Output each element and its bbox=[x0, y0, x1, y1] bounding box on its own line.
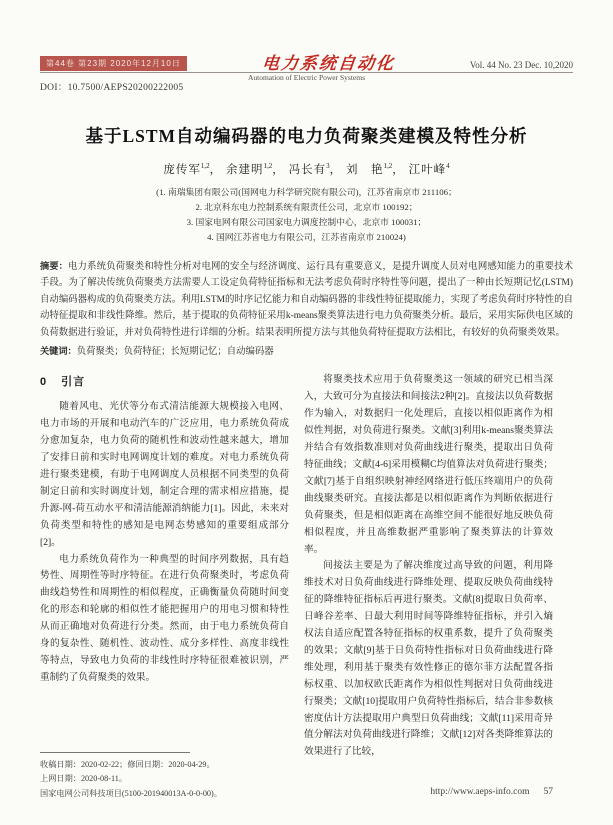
author-separator: ， bbox=[272, 164, 285, 176]
footnote-online-date: 上网日期：2020-08-11。 bbox=[40, 774, 128, 783]
keywords-text: 负荷聚类；负荷特征；长短期记忆；自动编码器 bbox=[76, 347, 274, 358]
abstract-label: 摘要： bbox=[40, 261, 69, 271]
footnote-block bbox=[40, 748, 289, 802]
affiliation-list bbox=[40, 185, 573, 245]
body-paragraph: 将聚类技术应用于负荷聚类这一领域的研究已相当深入，大致可分为直接法和间接法2种[2]。直接法以负荷数据作为输入，对数据归一化处理后，直接以相似距离作为相似性判据，对负荷进行聚类。文献[3]利用k-means聚类算法并结合有效指数准则对负荷曲线进行聚类，提取出日负荷特征曲线；文献[4-6]采用模糊C均值算法对负荷进行聚类；文献[7]基于自组织映射神经网络进行低压终端用户的负荷曲线聚类研究。直接法都是以相似距离作为判断依据进行负荷聚类，但是相似距离在高维空间不能很好地反映负荷相似程度，并且高维数据严重影响了聚类算法的计算效率。 bbox=[304, 374, 553, 555]
journal-url: http://www.aeps-info.com bbox=[430, 787, 530, 798]
author-separator: ， bbox=[392, 164, 405, 176]
author: 冯长有$^3$ bbox=[288, 162, 330, 176]
page-number: 57 bbox=[543, 787, 553, 798]
author: 庞传军$^{1,2}$ bbox=[163, 162, 210, 176]
author-separator: ， bbox=[329, 164, 343, 176]
author-affiliation-sup: 4 bbox=[446, 162, 450, 171]
two-column-body bbox=[40, 372, 573, 801]
author: 刘 艳$^{1,2}$ bbox=[346, 162, 393, 176]
section-number: 0 bbox=[40, 376, 48, 389]
author: 江叶峰$^4$ bbox=[408, 162, 450, 176]
page-footer bbox=[304, 778, 553, 801]
keywords-label: 关键词： bbox=[40, 346, 77, 357]
affiliation-line: (1. 南瑞集团有限公司(国网电力科学研究院有限公司)，江苏省南京市 211106； bbox=[156, 187, 457, 197]
footnote-received-date: 收稿日期：2020-02-22；修回日期：2020-04-29。 bbox=[40, 759, 215, 769]
author-affiliation-sup: 3 bbox=[326, 162, 330, 171]
journal-header bbox=[40, 56, 573, 93]
body-paragraph: 间接法主要是为了解决维度过高导致的问题，利用降维技术对日负荷曲线进行降维处理、提取反映负荷曲线特征的降维特征指标后再进行聚类。文献[8]提取日负荷率、日峰谷差率、日最大利用时间等降维特征指标，并引入熵权法自适应配置各特征指标的权重系数，提升了负荷聚类的效果；文献[9]基于日负荷特性指标对日负荷曲线进行降维处理，利用基于聚类有效性修正的德尔菲方法配置各指标权重、以加权欧氏距离作为相似性判据对日负荷曲线进行聚类；文献[10]提取用户负荷特性指标后，结合非参数核密度估计方法提取用户典型日负荷曲线；文献[11]采用奇异值分解法对负荷曲线进行降维；文献[12]对各类降维算法的效果进行了比较， bbox=[304, 560, 553, 758]
affiliation-line: 4. 国网江苏省电力有限公司，江苏省南京市 210024) bbox=[207, 232, 406, 242]
body-paragraph: 电力系统负荷作为一种典型的时间序列数据，具有趋势性、周期性等时序特征。在进行负荷聚类时，考虑负荷曲线趋势性和周期性的相似程度，正确衡量负荷随时间变化的形态和轮廓的相似性才能把握用户的用电习惯和特性从而正确地对负荷进行分类。然而，由于电力系统负荷自身的复杂性、随机性、波动性、成分多样性、高度非线性等特点，导致电力负荷的非线性时序特征很难被识别，严重制约了负荷聚类的效果。 bbox=[40, 553, 289, 683]
section-heading-intro bbox=[40, 374, 289, 391]
journal-logo-cn: 电力系统自动化 bbox=[260, 54, 396, 73]
volume-info: Vol. 44 No. 23 Dec. 10,2020 bbox=[469, 60, 573, 70]
author: 余建明$^{1,2}$ bbox=[226, 162, 273, 176]
author-separator: ， bbox=[209, 164, 223, 176]
right-column bbox=[304, 372, 553, 801]
section-title: 引言 bbox=[61, 376, 86, 389]
author-affiliation-sup: 1,2 bbox=[263, 162, 273, 171]
left-column bbox=[40, 372, 289, 801]
doi: DOI：10.7500/AEPS20200222005 bbox=[40, 83, 184, 93]
paper-title: 基于LSTM自动编码器的电力负荷聚类建模及特性分析 bbox=[85, 126, 528, 146]
body-paragraph: 随着风电、光伏等分布式清洁能源大规模接入电网、电力市场的开展和电动汽车的广泛应用，电力系统负荷成分愈加复杂，电力负荷的随机性和波动性越来越大，增加了安排日前和实时电网调度计划的难度。对电力系统负荷进行聚类建模，有助于电网调度人员根据不同类型的负荷制定日前和实时调度计划，制定合理的需求相应措施，提升源-网-荷互动水平和清洁能源消纳能力[1]。因此，未来对负荷类型和特性的感知是电网态势感知的重要组成部分[2]。 bbox=[40, 401, 289, 548]
issue-date-box: 第44卷 第23期 2020年12月10日 bbox=[40, 56, 187, 71]
footnote-funding: 国家电网公司科技项目(5100-201940013A-0-0-00)。 bbox=[40, 788, 222, 798]
abstract bbox=[40, 258, 573, 341]
author-line bbox=[40, 161, 573, 177]
affiliation-line: 2. 北京科东电力控制系统有限责任公司，北京市 100192； bbox=[195, 202, 418, 212]
affiliation-line: 3. 国家电网有限公司国家电力调度控制中心，北京市 100031； bbox=[186, 217, 427, 227]
keywords bbox=[40, 343, 573, 360]
author-affiliation-sup: 1,2 bbox=[383, 162, 393, 171]
footnote-divider bbox=[40, 752, 190, 753]
author-affiliation-sup: 1,2 bbox=[200, 162, 210, 171]
abstract-text: 电力系统负荷聚类和特性分析对电网的安全与经济调度、运行具有重要意义，是提升调度人员对电网感知能力的重要技术手段。为了解决传统负荷聚类方法需要人工设定负荷特征指标和无法考虑负荷时序特性等问题，提出了一种由长短期记忆(LSTM)自动编码器构成的负荷聚类方法。利用LSTM的时序记忆能力和自动编码器的非线性特征提取能力，实现了考虑负荷时序特性的自动特征提取和非线性降维。然后，基于提取的负荷特征采用k-means聚类算法进行电力负荷聚类分析。最后，采用实际供电区域的负荷数据进行验证，并对负荷特性进行详细的分析。结果表明所提方法与其他负荷特征提取方法相比，有较好的负荷聚类效果。 bbox=[40, 262, 573, 338]
journal-name-en: Automation of Electric Power Systems bbox=[241, 73, 372, 82]
